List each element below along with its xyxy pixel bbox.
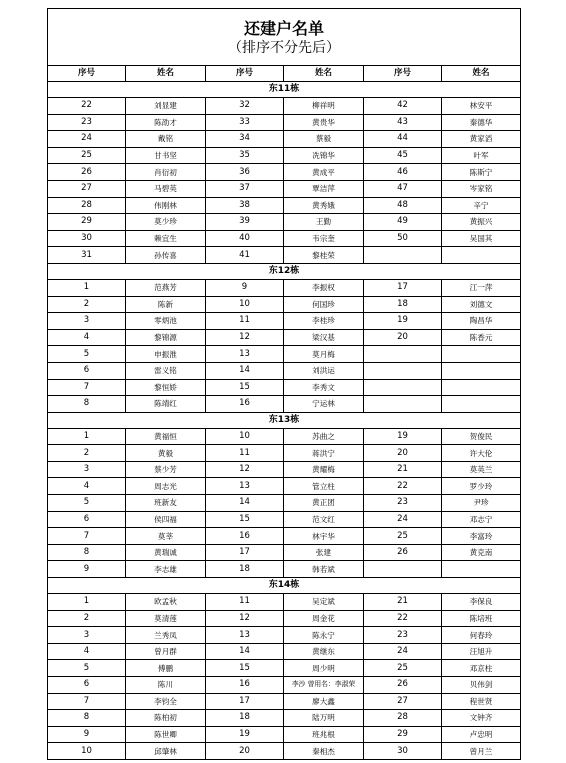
serial-number-cell	[364, 561, 442, 578]
name-cell: 刘洪运	[284, 362, 364, 379]
name-cell: 蔡少芳	[126, 461, 206, 478]
table-row	[48, 561, 521, 578]
name-cell: 黎桂荣	[284, 247, 364, 264]
name-cell: 岑家铭	[442, 180, 521, 197]
serial-number-cell: 25	[48, 147, 126, 164]
serial-number-cell: 45	[364, 147, 442, 164]
serial-number-cell: 8	[48, 396, 126, 413]
serial-number-cell: 2	[48, 296, 126, 313]
table-row	[48, 743, 521, 760]
name-cell: 莫少珍	[126, 214, 206, 231]
serial-number-cell: 3	[48, 627, 126, 644]
serial-number-cell: 24	[364, 643, 442, 660]
name-cell	[442, 396, 521, 413]
name-cell: 李秀文	[284, 379, 364, 396]
serial-number-cell: 15	[206, 511, 284, 528]
name-cell: 贝伟剑	[442, 677, 521, 694]
serial-number-cell: 27	[364, 693, 442, 710]
table-row	[48, 643, 521, 660]
table-row	[48, 114, 521, 131]
name-cell: 黄秀娥	[284, 197, 364, 214]
serial-number-cell: 21	[364, 461, 442, 478]
serial-number-cell: 2	[48, 445, 126, 462]
serial-number-cell: 49	[364, 214, 442, 231]
table-row	[48, 461, 521, 478]
serial-number-cell: 6	[48, 362, 126, 379]
serial-number-cell: 27	[48, 180, 126, 197]
name-cell: 曾月群	[126, 643, 206, 660]
serial-number-cell: 26	[364, 677, 442, 694]
serial-number-cell: 31	[48, 247, 126, 264]
table-row	[48, 478, 521, 495]
table-row	[48, 279, 521, 296]
serial-number-cell: 18	[206, 561, 284, 578]
name-cell: 李沙 曾用名：李淑荣	[284, 677, 364, 694]
table-row	[48, 594, 521, 611]
name-cell: 伟刚林	[126, 197, 206, 214]
serial-number-cell: 17	[206, 693, 284, 710]
table-row	[48, 495, 521, 512]
name-cell: 陈培班	[442, 610, 521, 627]
serial-number-cell: 26	[48, 164, 126, 181]
serial-number-cell: 30	[48, 230, 126, 247]
table-row	[48, 710, 521, 727]
serial-number-cell: 46	[364, 164, 442, 181]
serial-number-cell: 13	[206, 346, 284, 363]
name-cell: 邓志宁	[442, 511, 521, 528]
table-row	[48, 660, 521, 677]
name-cell: 莫月梅	[284, 346, 364, 363]
serial-number-cell: 20	[364, 329, 442, 346]
table-row	[48, 180, 521, 197]
serial-number-cell: 1	[48, 594, 126, 611]
serial-number-cell: 28	[48, 197, 126, 214]
serial-number-cell: 5	[48, 660, 126, 677]
name-cell: 韦宗奎	[284, 230, 364, 247]
serial-number-cell: 4	[48, 643, 126, 660]
name-cell	[442, 346, 521, 363]
serial-number-cell	[364, 346, 442, 363]
serial-number-cell: 29	[364, 726, 442, 743]
table-row	[48, 296, 521, 313]
name-cell: 黄毅	[126, 445, 206, 462]
name-cell: 吴定斌	[284, 594, 364, 611]
name-cell: 刘显建	[126, 98, 206, 115]
name-cell	[442, 247, 521, 264]
serial-number-cell: 14	[206, 643, 284, 660]
name-cell: 黄家滔	[442, 131, 521, 148]
name-cell: 曾月兰	[442, 743, 521, 760]
table-row	[48, 247, 521, 264]
section-title: 东13栋	[48, 412, 521, 428]
table-row	[48, 511, 521, 528]
name-cell: 黄克南	[442, 544, 521, 561]
name-cell: 黄成平	[284, 164, 364, 181]
name-cell: 黄瑞诚	[126, 544, 206, 561]
name-cell: 黄贵华	[284, 114, 364, 131]
name-cell: 李保良	[442, 594, 521, 611]
serial-number-cell: 20	[206, 743, 284, 760]
serial-number-cell: 6	[48, 677, 126, 694]
table-row	[48, 164, 521, 181]
serial-number-cell: 28	[364, 710, 442, 727]
name-cell: 零炳池	[126, 313, 206, 330]
name-cell: 林安平	[442, 98, 521, 115]
name-cell: 陈靖红	[126, 396, 206, 413]
table-row	[48, 528, 521, 545]
table-row	[48, 677, 521, 694]
serial-number-cell: 5	[48, 495, 126, 512]
table-row	[48, 131, 521, 148]
serial-number-cell: 14	[206, 362, 284, 379]
name-cell: 肖衍初	[126, 164, 206, 181]
serial-number-cell: 23	[364, 495, 442, 512]
name-cell: 汪旭升	[442, 643, 521, 660]
document-page	[47, 8, 520, 760]
serial-number-cell: 3	[48, 461, 126, 478]
table-row	[48, 214, 521, 231]
name-cell: 侯四福	[126, 511, 206, 528]
serial-number-cell: 26	[364, 544, 442, 561]
name-cell: 叶军	[442, 147, 521, 164]
name-cell: 范文红	[284, 511, 364, 528]
document-subtitle: （排序不分先后）	[228, 40, 341, 56]
name-cell: 陆万明	[284, 710, 364, 727]
serial-number-cell: 15	[206, 379, 284, 396]
name-cell: 欧孟秋	[126, 594, 206, 611]
name-cell	[442, 379, 521, 396]
serial-number-cell: 16	[206, 396, 284, 413]
serial-number-cell: 48	[364, 197, 442, 214]
table-row	[48, 445, 521, 462]
name-cell	[442, 561, 521, 578]
name-cell: 孙传喜	[126, 247, 206, 264]
serial-number-cell: 13	[206, 627, 284, 644]
header-row	[48, 66, 521, 82]
resident-list-table	[47, 8, 521, 760]
serial-number-cell: 36	[206, 164, 284, 181]
name-cell: 宁运林	[284, 396, 364, 413]
name-cell: 莫英兰	[442, 461, 521, 478]
name-cell: 兰秀凤	[126, 627, 206, 644]
name-cell: 黎恒娇	[126, 379, 206, 396]
name-cell: 邱肇林	[126, 743, 206, 760]
name-cell: 陈香元	[442, 329, 521, 346]
name-cell: 秦德华	[442, 114, 521, 131]
serial-number-cell	[364, 396, 442, 413]
serial-number-cell: 19	[364, 313, 442, 330]
serial-number-cell: 47	[364, 180, 442, 197]
serial-number-cell: 10	[206, 296, 284, 313]
name-cell: 陈川	[126, 677, 206, 694]
serial-number-cell: 20	[364, 445, 442, 462]
name-cell: 戴铭	[126, 131, 206, 148]
name-cell: 覃洁萍	[284, 180, 364, 197]
name-cell: 江一萍	[442, 279, 521, 296]
name-cell: 周少明	[284, 660, 364, 677]
header-cell: 序号	[206, 66, 284, 82]
table-row	[48, 544, 521, 561]
section-header-row	[48, 578, 521, 594]
serial-number-cell: 4	[48, 478, 126, 495]
name-cell: 马碧英	[126, 180, 206, 197]
serial-number-cell: 10	[48, 743, 126, 760]
serial-number-cell: 9	[48, 726, 126, 743]
serial-number-cell: 15	[206, 660, 284, 677]
serial-number-cell: 21	[364, 594, 442, 611]
serial-number-cell: 18	[206, 710, 284, 727]
section-header-row	[48, 263, 521, 279]
serial-number-cell: 25	[364, 660, 442, 677]
name-cell: 张建	[284, 544, 364, 561]
name-cell: 陈斯宁	[442, 164, 521, 181]
name-cell: 甘书坚	[126, 147, 206, 164]
document-title: 还建户名单	[244, 19, 325, 38]
name-cell	[442, 362, 521, 379]
serial-number-cell: 11	[206, 594, 284, 611]
serial-number-cell: 22	[364, 610, 442, 627]
serial-number-cell: 43	[364, 114, 442, 131]
serial-number-cell: 33	[206, 114, 284, 131]
name-cell: 黄振兴	[442, 214, 521, 231]
serial-number-cell: 40	[206, 230, 284, 247]
serial-number-cell: 30	[364, 743, 442, 760]
serial-number-cell: 7	[48, 379, 126, 396]
name-cell: 李富玲	[442, 528, 521, 545]
name-cell: 陶昌华	[442, 313, 521, 330]
header-cell: 序号	[48, 66, 126, 82]
serial-number-cell: 39	[206, 214, 284, 231]
serial-number-cell: 18	[364, 296, 442, 313]
name-cell: 林宇华	[284, 528, 364, 545]
serial-number-cell: 19	[364, 428, 442, 445]
serial-number-cell: 7	[48, 693, 126, 710]
serial-number-cell: 7	[48, 528, 126, 545]
table-row	[48, 147, 521, 164]
name-cell: 辛宁	[442, 197, 521, 214]
name-cell: 何国珍	[284, 296, 364, 313]
name-cell: 黄福恒	[126, 428, 206, 445]
name-cell: 陈柏初	[126, 710, 206, 727]
name-cell: 陈劭才	[126, 114, 206, 131]
serial-number-cell: 23	[364, 627, 442, 644]
serial-number-cell: 6	[48, 511, 126, 528]
table-row	[48, 230, 521, 247]
serial-number-cell: 13	[206, 478, 284, 495]
table-row	[48, 726, 521, 743]
name-cell: 王勤	[284, 214, 364, 231]
name-cell: 黎锦源	[126, 329, 206, 346]
table-row	[48, 396, 521, 413]
table-row	[48, 610, 521, 627]
serial-number-cell	[364, 379, 442, 396]
serial-number-cell: 22	[364, 478, 442, 495]
table-row	[48, 313, 521, 330]
table-row	[48, 362, 521, 379]
serial-number-cell: 4	[48, 329, 126, 346]
name-cell: 黄继东	[284, 643, 364, 660]
serial-number-cell: 8	[48, 544, 126, 561]
name-cell: 李振权	[284, 279, 364, 296]
name-cell: 李钧全	[126, 693, 206, 710]
serial-number-cell: 8	[48, 710, 126, 727]
name-cell: 雷义铭	[126, 362, 206, 379]
name-cell: 廖大鑫	[284, 693, 364, 710]
name-cell: 陈新	[126, 296, 206, 313]
name-cell: 周金花	[284, 610, 364, 627]
serial-number-cell: 22	[48, 98, 126, 115]
name-cell: 韩若斌	[284, 561, 364, 578]
serial-number-cell: 17	[206, 544, 284, 561]
table-row	[48, 98, 521, 115]
name-cell: 尹珍	[442, 495, 521, 512]
serial-number-cell: 9	[206, 279, 284, 296]
name-cell: 莫莘	[126, 528, 206, 545]
title-cell	[48, 9, 521, 66]
section-title: 东12栋	[48, 263, 521, 279]
name-cell: 李桂珍	[284, 313, 364, 330]
table-row	[48, 197, 521, 214]
serial-number-cell	[364, 362, 442, 379]
name-cell: 刘德文	[442, 296, 521, 313]
serial-number-cell: 9	[48, 561, 126, 578]
serial-number-cell: 29	[48, 214, 126, 231]
section-title: 东11栋	[48, 82, 521, 98]
serial-number-cell: 11	[206, 445, 284, 462]
header-cell: 序号	[364, 66, 442, 82]
section-title: 东14栋	[48, 578, 521, 594]
name-cell: 赖宜生	[126, 230, 206, 247]
serial-number-cell: 34	[206, 131, 284, 148]
name-cell: 范燕芳	[126, 279, 206, 296]
table-row	[48, 379, 521, 396]
name-cell: 梁汉基	[284, 329, 364, 346]
serial-number-cell: 1	[48, 279, 126, 296]
serial-number-cell: 38	[206, 197, 284, 214]
serial-number-cell	[364, 247, 442, 264]
name-cell: 程世贤	[442, 693, 521, 710]
serial-number-cell: 24	[48, 131, 126, 148]
serial-number-cell: 16	[206, 528, 284, 545]
name-cell: 吴国其	[442, 230, 521, 247]
name-cell: 邓京柱	[442, 660, 521, 677]
serial-number-cell: 3	[48, 313, 126, 330]
serial-number-cell: 35	[206, 147, 284, 164]
serial-number-cell: 23	[48, 114, 126, 131]
name-cell: 傅鹏	[126, 660, 206, 677]
serial-number-cell: 44	[364, 131, 442, 148]
header-cell: 姓名	[442, 66, 521, 82]
name-cell: 苏曲之	[284, 428, 364, 445]
name-cell: 周志光	[126, 478, 206, 495]
name-cell: 贺俊民	[442, 428, 521, 445]
table-row	[48, 346, 521, 363]
section-header-row	[48, 82, 521, 98]
serial-number-cell: 19	[206, 726, 284, 743]
name-cell: 班兆根	[284, 726, 364, 743]
name-cell: 黄正团	[284, 495, 364, 512]
name-cell: 罗少玲	[442, 478, 521, 495]
name-cell: 管立柱	[284, 478, 364, 495]
name-cell: 许大伦	[442, 445, 521, 462]
table-row	[48, 627, 521, 644]
serial-number-cell: 5	[48, 346, 126, 363]
name-cell: 陈世卿	[126, 726, 206, 743]
serial-number-cell: 11	[206, 313, 284, 330]
serial-number-cell: 42	[364, 98, 442, 115]
table-row	[48, 329, 521, 346]
name-cell: 蔡毅	[284, 131, 364, 148]
header-cell: 姓名	[284, 66, 364, 82]
name-cell: 李志雄	[126, 561, 206, 578]
name-cell: 文钟齐	[442, 710, 521, 727]
serial-number-cell: 37	[206, 180, 284, 197]
serial-number-cell: 12	[206, 329, 284, 346]
serial-number-cell: 10	[206, 428, 284, 445]
name-cell: 蒋洪宁	[284, 445, 364, 462]
serial-number-cell: 24	[364, 511, 442, 528]
serial-number-cell: 16	[206, 677, 284, 694]
name-cell: 申振淮	[126, 346, 206, 363]
serial-number-cell: 50	[364, 230, 442, 247]
serial-number-cell: 12	[206, 610, 284, 627]
serial-number-cell: 32	[206, 98, 284, 115]
header-cell: 姓名	[126, 66, 206, 82]
serial-number-cell: 14	[206, 495, 284, 512]
name-cell: 陈永宁	[284, 627, 364, 644]
name-cell: 冼锦华	[284, 147, 364, 164]
name-cell: 黄耀梅	[284, 461, 364, 478]
serial-number-cell: 2	[48, 610, 126, 627]
name-cell: 何春玲	[442, 627, 521, 644]
serial-number-cell: 17	[364, 279, 442, 296]
serial-number-cell: 41	[206, 247, 284, 264]
serial-number-cell: 1	[48, 428, 126, 445]
section-header-row	[48, 412, 521, 428]
table-row	[48, 428, 521, 445]
name-cell: 秦相杰	[284, 743, 364, 760]
name-cell: 班新友	[126, 495, 206, 512]
serial-number-cell: 25	[364, 528, 442, 545]
name-cell: 莫清莲	[126, 610, 206, 627]
table-row	[48, 693, 521, 710]
serial-number-cell: 12	[206, 461, 284, 478]
name-cell: 卢忠明	[442, 726, 521, 743]
name-cell: 柳祥明	[284, 98, 364, 115]
